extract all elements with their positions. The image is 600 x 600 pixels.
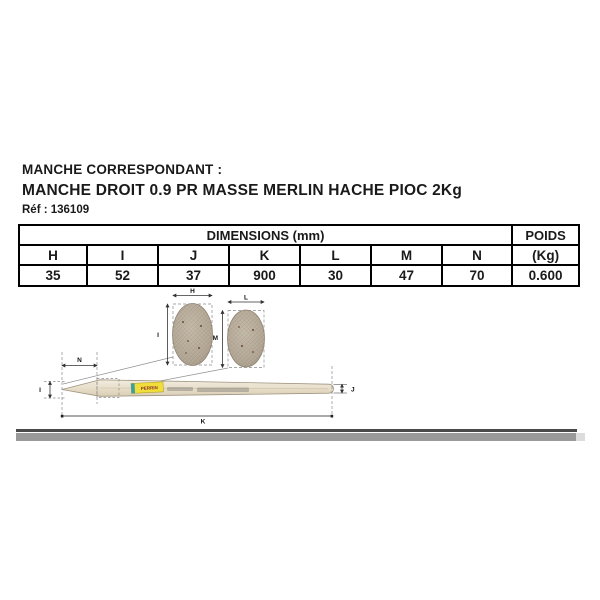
- technical-drawing: [0, 285, 600, 435]
- value-j: 37: [158, 265, 229, 286]
- reference-number: Réf : 136109: [22, 204, 90, 216]
- dim-label-J: J: [351, 386, 355, 394]
- value-m: 47: [371, 265, 442, 286]
- table-row-values: [19, 265, 579, 286]
- footer-divider-light: [576, 433, 585, 441]
- weight-unit-cell: (Kg): [512, 245, 579, 265]
- dim-label-L: L: [244, 294, 248, 302]
- value-l: 30: [300, 265, 371, 286]
- col-header-k: K: [229, 245, 300, 265]
- product-name: MANCHE DROIT 0.9 PR MASSE MERLIN HACHE PIOC 2Kg: [22, 182, 462, 199]
- hatch-overlay: [228, 310, 265, 367]
- col-header-n: N: [442, 245, 512, 265]
- table-row-group-header: [19, 225, 579, 245]
- hatch-overlay: [173, 304, 213, 366]
- col-header-j: J: [158, 245, 229, 265]
- dimensions-table: [18, 224, 580, 287]
- value-n: 70: [442, 265, 512, 286]
- value-h: 35: [19, 265, 87, 286]
- cross-section-right: [213, 295, 265, 368]
- dim-label-I-handle: I: [39, 387, 41, 394]
- col-header-i: I: [87, 245, 158, 265]
- weight-value-cell: 0.600: [512, 265, 579, 286]
- col-header-l: L: [300, 245, 371, 265]
- page-title: MANCHE CORRESPONDANT :: [22, 162, 223, 177]
- dimension-J: [332, 366, 355, 418]
- cross-section-left: [157, 288, 212, 366]
- dimension-K: [61, 415, 333, 426]
- col-header-h: H: [19, 245, 87, 265]
- dim-label-M: M: [212, 335, 218, 342]
- brand-sticker: [131, 382, 163, 394]
- table-row-column-letters: [19, 245, 579, 265]
- value-k: 900: [229, 265, 300, 286]
- sticker-left-mark: [131, 383, 135, 393]
- col-header-m: M: [371, 245, 442, 265]
- dim-label-N: N: [77, 357, 82, 364]
- header-block: [22, 160, 462, 219]
- value-i: 52: [87, 265, 158, 286]
- dim-label-K: K: [200, 418, 206, 426]
- dim-label-I-section: I: [157, 332, 159, 339]
- footer-divider-mid: [16, 433, 576, 441]
- handle-drawing: [62, 379, 334, 398]
- dim-label-H: H: [190, 288, 195, 295]
- weight-header-cell: POIDS: [512, 225, 579, 245]
- dimensions-header-cell: DIMENSIONS (mm): [19, 225, 512, 245]
- sticker-brand-text: PERRIN: [140, 385, 158, 391]
